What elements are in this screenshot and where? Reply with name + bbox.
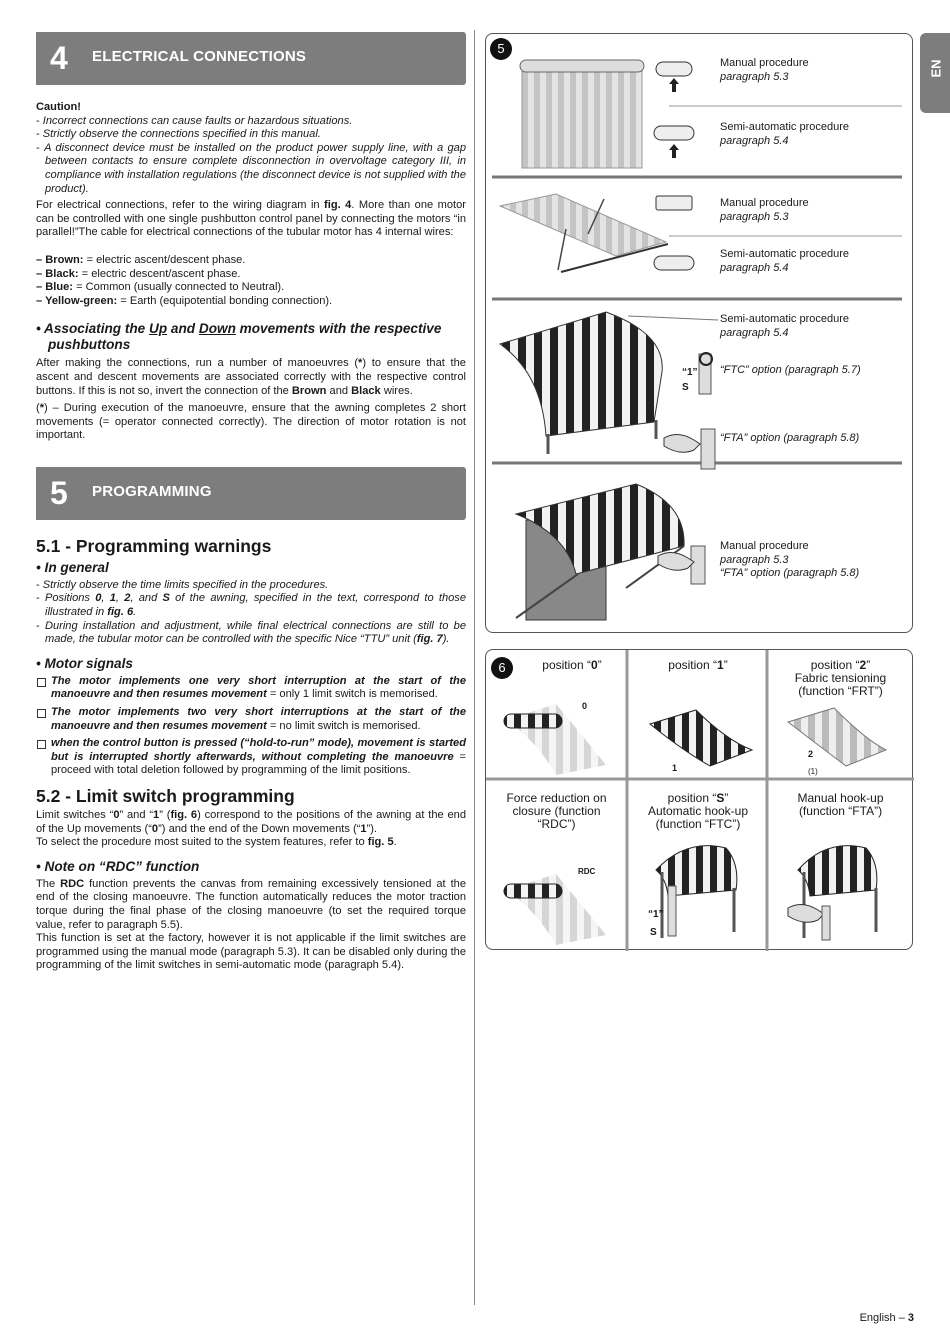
position-1-mark: “1” — [682, 367, 698, 378]
mark-1-quoted: “1” — [648, 909, 664, 920]
text: ” — [723, 658, 728, 672]
page-number: 3 — [907, 1312, 914, 1324]
mark-2: 2 — [808, 749, 814, 759]
text: (paragraph 5.8) — [780, 432, 860, 444]
text: This function is set at the factory, however it is not applicable if the limit switches are programmed using the manual mode (paragraph 5.3). It can be disabled only during the programming of the limit switches in semi-automatic mode (paragraph 5.4). — [36, 932, 466, 972]
wire-item — [36, 295, 466, 309]
cell-position-0-label — [516, 659, 628, 672]
text: Limit switches “ — [36, 809, 114, 821]
general-item: - Strictly observe the time limits specified in the procedures. — [36, 579, 466, 593]
text: Semi-automatic procedure — [720, 248, 850, 260]
general-list — [36, 579, 466, 647]
left-column — [36, 32, 466, 973]
window-awning-drawing — [516, 484, 684, 620]
text: , and — [130, 592, 163, 605]
heading-in-general: • In general — [36, 559, 109, 575]
awning-position-0-drawing — [504, 704, 606, 775]
text: 2 — [859, 658, 867, 672]
text: Black — [351, 384, 381, 397]
assoc-note — [36, 402, 466, 443]
text: ” — [724, 791, 729, 805]
section-number: 4 — [50, 40, 68, 76]
text: Up — [149, 321, 168, 337]
column-divider — [474, 30, 475, 1305]
caution-item: - Incorrect connections can cause faults or hazardous situations. — [36, 115, 466, 129]
text: After making the connections, run a number of manoeuvres ( — [36, 357, 359, 370]
assoc-paragraph — [36, 357, 466, 398]
text: ”) and the end of the Down movements (“ — [158, 822, 361, 835]
text: To select the procedure most suited to the system features, refer to — [36, 836, 368, 849]
text: movements with the respective pushbuttons — [48, 321, 442, 353]
text: fig. 5 — [367, 836, 394, 849]
wire-desc: = Earth (equipotential bonding connection). — [117, 294, 333, 307]
text: Manual hook-up — [797, 791, 884, 805]
text: During installation and adjustment, while final electrical connections are still to be made, the tubular motor can be controlled with the specific Nice “TTU” unit ( — [44, 619, 466, 646]
language-code: EN — [928, 59, 944, 78]
text: (function “FTC”) — [655, 817, 741, 831]
text: S — [162, 592, 170, 605]
heading-rdc: • Note on “RDC” function — [36, 858, 200, 874]
text: function prevents the canvas from remaining excessively tensioned at the end of the closing manoeuvre. The function automatically reduces the motor traction torque during the final phase of the closing manoeuvre (to set the required torque value, refer to paragraph 5.5). — [36, 877, 466, 931]
mark-rdc: RDC — [578, 867, 596, 876]
figure-number: 5 — [490, 38, 512, 60]
wire-name: – Black: — [36, 268, 79, 280]
text: fig. 6 — [107, 606, 134, 619]
roller-blind-drawing — [520, 60, 644, 168]
text: of the awning, specified in the text, correspond to those illustrated in — [45, 592, 467, 619]
caution-title: Caution! — [36, 101, 81, 113]
text: ” ( — [159, 809, 171, 821]
text: (function “FRT”) — [798, 684, 883, 698]
wire-item — [36, 268, 466, 282]
text: Manual procedure — [720, 197, 809, 209]
text: ) correspond to the positions of the awning at the end of the Up movements (“ — [36, 809, 466, 835]
mark-1-paren: (1) — [808, 767, 818, 776]
position-s-mark: S — [682, 382, 689, 393]
mark-s: S — [650, 927, 657, 938]
text: . More than one motor can be controlled with one single pushbutton control panel by connecting the motors “in parallel!”The cable for electrical connections of the tubular motor has 4 internal wires: — [36, 199, 466, 239]
label-manual-procedure — [720, 197, 809, 224]
text: 1 — [717, 658, 724, 672]
text: “FTC” option — [720, 364, 782, 376]
intro-paragraph — [36, 199, 466, 240]
text: Force reduction on — [506, 791, 607, 805]
language-tab — [920, 33, 950, 113]
text: English – — [859, 1312, 908, 1324]
wire-desc: = Common (usually connected to Neutral). — [73, 281, 285, 294]
text: ( — [36, 402, 40, 415]
wire-item — [36, 281, 466, 295]
wire-name: – Yellow-green: — [36, 295, 117, 307]
text: ) to ensure that the ascent and descent movements are associated correctly with the respective control buttons. If this is not so, invert the connection of the — [36, 357, 466, 397]
text: , — [115, 592, 125, 605]
label-manual-procedure — [720, 57, 809, 84]
text: (paragraph 5.7) — [781, 364, 861, 376]
leader-line — [628, 316, 718, 320]
heading-5-2: 5.2 - Limit switch programming — [36, 786, 295, 806]
text: (paragraph 5.8) — [780, 567, 860, 579]
text: 1 — [360, 822, 367, 835]
text: “FTA” option — [720, 432, 781, 444]
text: and — [167, 321, 199, 337]
text: Semi-automatic procedure — [720, 313, 850, 325]
text: paragraph 5.3 — [720, 70, 789, 83]
text: = no limit switch is memorised. — [266, 719, 421, 732]
motor-head-icon — [656, 62, 692, 92]
heading-5-1: 5.1 - Programming warnings — [36, 535, 272, 556]
motor-head-icon — [654, 256, 694, 270]
mark-1: 1 — [672, 763, 678, 773]
motor-head-icon — [656, 196, 692, 210]
text: . — [393, 836, 397, 849]
text: paragraph 5.4 — [720, 326, 789, 339]
text: The — [36, 877, 61, 890]
text: S — [716, 791, 725, 805]
page-footer — [860, 1312, 914, 1324]
text: Semi-automatic procedure — [720, 121, 850, 133]
text: fig. 7 — [416, 633, 443, 646]
text: = only 1 limit switch is memorised. — [266, 688, 438, 701]
dropped-awning-drawing — [500, 312, 662, 454]
rdc-paragraph — [36, 878, 466, 973]
text: 0 — [151, 822, 159, 835]
text: RDC — [60, 877, 85, 890]
figure-number: 6 — [491, 657, 513, 679]
general-item — [36, 620, 466, 647]
hand-crank-icon — [658, 546, 705, 584]
text: 0 — [95, 592, 102, 605]
figure-6-panel — [485, 649, 913, 950]
section-4-header — [36, 32, 466, 85]
heading-motor-signals: • Motor signals — [36, 655, 133, 671]
mark-0: 0 — [582, 701, 588, 711]
section-number: 5 — [50, 474, 68, 511]
figure-5-panel — [485, 33, 913, 633]
section-title: ELECTRICAL CONNECTIONS — [92, 48, 307, 65]
text: ) – During execution of the manoeuvre, ensure that the awning completes 2 short movements (= operator connected correctly). The direction of motor rotation is not important. — [36, 402, 466, 442]
text: Fabric tensioning — [794, 671, 887, 685]
text: fig. 6 — [170, 809, 198, 821]
text: = proceed with total deletion followed by programming of the limit positions. — [51, 750, 466, 777]
text: 0 — [591, 658, 598, 672]
awning-position-2-drawing — [788, 708, 886, 766]
text: 2 — [124, 592, 131, 605]
text: (function “FTA”) — [798, 804, 883, 818]
assoc-heading — [36, 321, 466, 353]
cell-position-2-label — [769, 659, 912, 698]
text: when the control button is pressed (“hold-to-run” mode), movement is started but is interrupted shortly afterwards, without completing the manoeuvre — [51, 737, 466, 763]
awning-rdc-drawing — [504, 874, 606, 945]
text: ). — [442, 633, 450, 646]
text: Down — [198, 321, 236, 337]
text: Manual procedure — [720, 540, 809, 552]
wire-item — [36, 254, 466, 268]
limit-paragraph — [36, 809, 466, 850]
text: paragraph 5.3 — [720, 553, 789, 566]
text: paragraph 5.4 — [720, 134, 789, 147]
label-ftc-option — [720, 364, 861, 378]
text: For electrical connections, refer to the wiring diagram in — [36, 199, 325, 212]
label-semiauto-procedure — [720, 121, 849, 148]
caution-list — [36, 115, 466, 197]
text: position “ — [667, 791, 717, 805]
caution-item: - Strictly observe the connections specified in this manual. — [36, 128, 466, 142]
text: Brown — [291, 384, 327, 397]
text: Automatic hook-up — [647, 804, 749, 818]
wire-desc: = electric descent/ascent phase. — [78, 267, 241, 280]
wire-list — [36, 254, 466, 308]
motor-head-icon — [654, 126, 694, 158]
cell-position-s-label — [629, 792, 767, 831]
text: “RDC”) — [537, 817, 576, 831]
awning-position-1-drawing — [650, 710, 752, 766]
text: The motor implements two very short interruptions at the start of the manoeuvre and then resumes movement — [51, 706, 466, 732]
text: . — [133, 606, 137, 619]
text: ” and “ — [119, 809, 154, 821]
text: paragraph 5.3 — [720, 210, 789, 223]
text: * — [39, 402, 45, 415]
text: position “ — [668, 658, 717, 672]
cell-rdc-label — [486, 792, 627, 831]
section-title: PROGRAMMING — [92, 482, 212, 500]
awning-position-s-drawing — [656, 846, 737, 938]
general-item — [36, 592, 466, 619]
text: 1 — [153, 809, 160, 821]
text: Positions — [44, 592, 96, 605]
text: ”). — [366, 822, 377, 835]
wire-name: – Blue: — [36, 281, 73, 293]
label-semiauto-procedure — [720, 248, 849, 275]
signal-item — [36, 737, 466, 778]
cell-fta-label — [769, 792, 912, 818]
wire-desc: = electric ascent/descent phase. — [83, 253, 246, 266]
text: 1 — [109, 592, 116, 605]
text: Manual procedure — [720, 57, 809, 69]
text: ” — [597, 658, 602, 672]
wire-name: – Brown: — [36, 254, 83, 266]
text: “FTA” option — [720, 567, 781, 579]
section-5-header — [36, 467, 466, 520]
text: 0 — [113, 809, 120, 821]
text: position “ — [810, 658, 860, 672]
text: ” — [866, 658, 871, 672]
signals-list — [36, 675, 466, 778]
text: position “ — [542, 658, 591, 672]
signal-item — [36, 706, 466, 733]
text: closure (function — [512, 804, 601, 818]
label-fta-option — [720, 432, 859, 446]
drop-arm-awning-drawing — [500, 194, 668, 272]
text: The motor implements one very short interruption at the start of the manoeuvre and then resumes movement — [51, 674, 466, 701]
label-manual-procedure — [720, 540, 859, 581]
signal-item — [36, 675, 466, 702]
text: paragraph 5.4 — [720, 261, 789, 274]
text: , — [101, 592, 110, 605]
cell-position-1-label — [629, 659, 767, 672]
text: wires. — [380, 384, 413, 397]
text: • Associating the — [36, 321, 150, 337]
label-semiauto-procedure — [720, 313, 849, 340]
fig-ref: fig. 4 — [324, 199, 352, 212]
hook-icon — [699, 353, 712, 394]
text: and — [326, 384, 352, 397]
awning-fta-drawing — [788, 846, 877, 940]
caution-item: - A disconnect device must be installed on the product power supply line, with a gap between contacts to ensure complete disconnection in overvoltage category III, in compliance with installation regulations (the disconnect device is not supplied with the product). — [36, 142, 466, 196]
text: * — [358, 357, 363, 370]
